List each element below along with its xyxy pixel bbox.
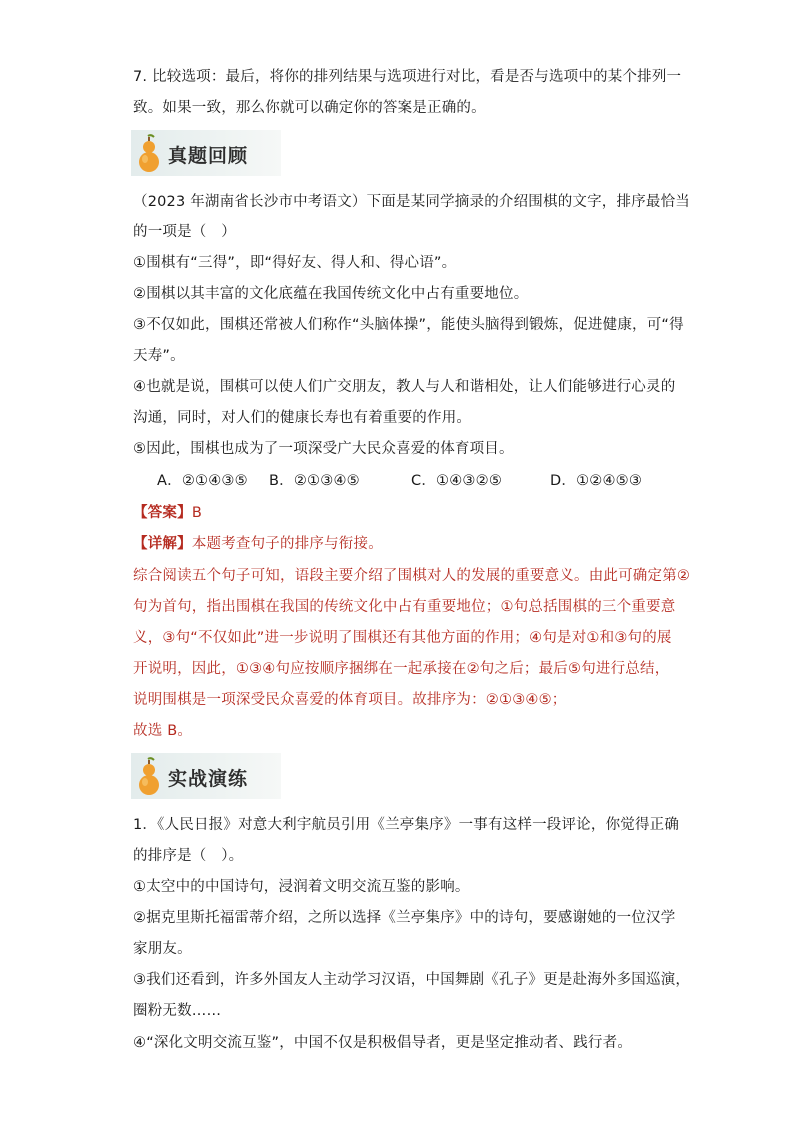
answer-value: B bbox=[191, 505, 202, 521]
section-banner-practice bbox=[131, 753, 281, 799]
answer-line bbox=[133, 503, 202, 523]
practice-sentence-2-line-2: 家朋友。 bbox=[133, 941, 192, 957]
detail-line-head bbox=[133, 534, 383, 554]
sentence-2: ②围棋以其丰富的文化底蕴在我国传统文化中占有重要地位。 bbox=[133, 286, 529, 302]
question-stem-line-2: 的一项是（ ） bbox=[133, 224, 236, 240]
practice-sentence-4: ④“深化文明交流互鉴”，中国不仅是积极倡导者，更是坚定推动者、践行者。 bbox=[133, 1035, 633, 1051]
sentence-4-line-1: ④也就是说，围棋可以使人们广交朋友，教人与人和谐相处，让人们能够进行心灵的 bbox=[133, 379, 676, 395]
sentence-1: ①围棋有“三得”，即“得好友、得人和、得心语”。 bbox=[133, 255, 457, 271]
option-b: B．②①③④⑤ bbox=[269, 473, 360, 489]
option-d: D．①②④⑤③ bbox=[550, 473, 643, 489]
detail-line-1: 综合阅读五个句子可知，语段主要介绍了围棋对人的发展的重要意义。由此可确定第② bbox=[133, 568, 691, 584]
sentence-3-line-2: 天寿”。 bbox=[133, 348, 185, 364]
option-c: C．①④③②⑤ bbox=[411, 473, 503, 489]
practice-stem-line-2: 的排序是（ ）。 bbox=[133, 848, 244, 864]
answer-tag: 【答案】 bbox=[133, 505, 192, 521]
detail-head: 本题考查句子的排序与衔接。 bbox=[191, 536, 383, 552]
detail-tag: 【详解】 bbox=[133, 536, 192, 552]
detail-conclusion: 故选 B。 bbox=[133, 723, 193, 739]
section-title-practice: 实战演练 bbox=[168, 768, 249, 790]
practice-sentence-3-line-2: 圈粉无数…… bbox=[133, 1003, 222, 1019]
detail-line-4: 开说明，因此，①③④句应按顺序捆绑在一起承接在②句之后；最后⑤句进行总结， bbox=[133, 661, 670, 677]
practice-stem-line-1: 1．《人民日报》对意大利宇航员引用《兰亭集序》一事有这样一段评论，你觉得正确 bbox=[133, 817, 680, 833]
section-title-review: 真题回顾 bbox=[168, 145, 249, 167]
intro-line-2: 致。如果一致，那么你就可以确定你的答案是正确的。 bbox=[133, 100, 486, 116]
option-a: A．②①④③⑤ bbox=[157, 473, 248, 489]
sentence-5: ⑤因此，围棋也成为了一项深受广大民众喜爱的体育项目。 bbox=[133, 441, 514, 457]
section-banner-review bbox=[131, 130, 281, 176]
practice-sentence-3-line-1: ③我们还看到，许多外国友人主动学习汉语，中国舞剧《孔子》更是赴海外多国巡演， bbox=[133, 972, 691, 988]
detail-line-2: 句为首句，指出围棋在我国的传统文化中占有重要地位；①句总括围棋的三个重要意 bbox=[133, 599, 676, 615]
sentence-3-line-1: ③不仅如此，围棋还常被人们称作“头脑体操”，能使头脑得到锻炼，促进健康，可“得 bbox=[133, 317, 684, 333]
detail-line-5: 说明围棋是一项深受民众喜爱的体育项目。故排序为：②①③④⑤； bbox=[133, 692, 567, 708]
detail-line-3: 义，③句“不仅如此”进一步说明了围棋还有其他方面的作用；④句是对①和③句的展 bbox=[133, 630, 672, 646]
question-stem-line-1: （2023 年湖南省长沙市中考语文）下面是某同学摘录的介绍围棋的文字，排序最恰当 bbox=[133, 194, 691, 210]
sentence-4-line-2: 沟通，同时，对人们的健康长寿也有着重要的作用。 bbox=[133, 410, 472, 426]
practice-sentence-1: ①太空中的中国诗句，浸润着文明交流互鉴的影响。 bbox=[133, 879, 470, 895]
intro-line-1: 7. 比较选项：最后，将你的排列结果与选项进行对比，看是否与选项中的某个排列一 bbox=[133, 69, 682, 85]
practice-sentence-2-line-1: ②据克里斯托福雷蒂介绍，之所以选择《兰亭集序》中的诗句，要感谢她的一位汉学 bbox=[133, 910, 676, 926]
gourd-icon bbox=[134, 134, 164, 174]
gourd-icon bbox=[134, 757, 164, 797]
